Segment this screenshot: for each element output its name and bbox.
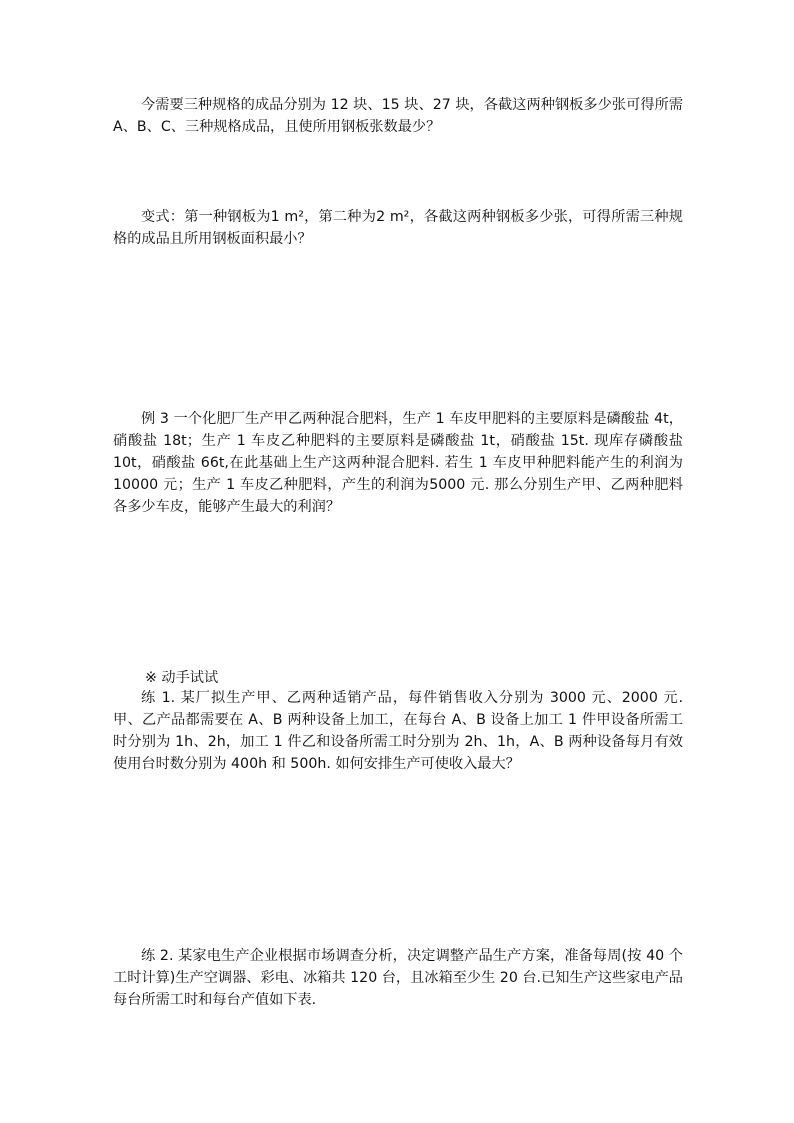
exercise-1-paragraph: 练 1. 某厂拟生产甲、乙两种适销产品，每件销售收入分别为 3000 元、2000 元. 甲、乙产品都需要在 A、B 两种设备上加工，在每台 A、B 设备上加工 1 件甲设备所需工时分别为 1h、2h，加工 1 件乙和设备所需工时分别为 2h、1h，A、B 两种设备每月有效使用台时数分别为 400h 和 500h. 如何安排生产可使收入最大？ [113, 690, 683, 772]
example-3-paragraph: 例 3 一个化肥厂生产甲乙两种混合肥料，生产 1 车皮甲肥料的主要原料是磷酸盐 4t，硝酸盐 18t；生产 1 车皮乙种肥料的主要原料是磷酸盐 1t，硝酸盐 15t. 现库存磷酸盐 10t，硝酸盐 66t,在此基础上生产这两种混合肥料. 若生 1 车皮甲种肥料能产生的利润为 10000 元；生产 1 车皮乙种肥料，产生的利润为5000 元. 那么分别生产甲、乙两种肥料各多少车皮，能够产生最大的利润？ [113, 411, 683, 515]
practice-heading: ※ 动手试试 [145, 670, 219, 686]
variant-paragraph: 变式：第一种钢板为1 m²，第二种为2 m²，各截这两种钢板多少张，可得所需三种规格的成品且所用钢板面积最小？ [113, 209, 683, 247]
exercise-2-paragraph: 练 2. 某家电生产企业根据市场调查分析，决定调整产品生产方案，准备每周(按 40 个工时计算)生产空调器、彩电、冰箱共 120 台，且冰箱至少生 20 台.已知生产这些家电产品每台所需工时和每台产值如下表. [113, 948, 683, 1008]
problem-paragraph: 今需要三种规格的成品分别为 12 块、15 块、27 块，各截这两种钢板多少张可得所需 A、B、C、三种规格成品，且使所用钢板张数最少？ [113, 97, 683, 135]
